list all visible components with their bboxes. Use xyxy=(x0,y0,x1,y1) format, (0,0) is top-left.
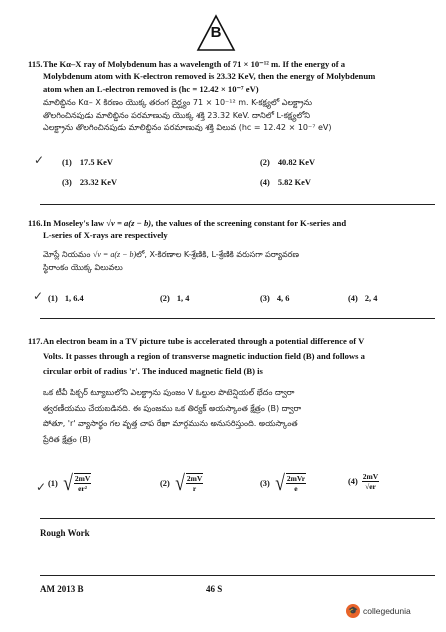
telugu-text-line: ఒక టీవీ పిక్చర్ ట్యూబులోని ఎలక్ట్రాను పుంజం V ఓల్టుల పొటెన్షియల్ భేదం ద్వారా xyxy=(43,388,295,397)
option-1[interactable] xyxy=(48,472,91,494)
option-text: 2, 4 xyxy=(364,294,378,303)
question-divider xyxy=(40,518,435,519)
option-number: (1) xyxy=(48,294,58,303)
numerator: 2mV xyxy=(74,474,91,483)
option-text: 4, 6 xyxy=(276,294,290,303)
footer-page-number: 46 S xyxy=(206,584,223,594)
question-text-line: An electron beam in a TV picture tube is accelerated through a potential difference of V xyxy=(43,336,365,346)
option-number: (4) xyxy=(260,178,270,187)
option-3[interactable] xyxy=(260,472,306,494)
option-number: (2) xyxy=(160,478,170,488)
moseley-formula: √v = a(z − b) xyxy=(92,250,137,259)
question-text-line: L-series of X-rays are respectively xyxy=(43,230,168,241)
telugu-text-line: పోతూ, 'r' వ్యాసార్థం గల వృత్త చాప రేఖా మార్గమును అనుసరిస్తుంది. అయస్కాంత xyxy=(43,419,298,428)
watermark-text: collegedunia xyxy=(363,606,411,616)
telugu-text-line: ప్రేరిత క్షేత్రం (B) xyxy=(43,434,91,444)
option-number: (2) xyxy=(260,158,270,167)
moseley-formula: √v = a(z − b) xyxy=(106,218,152,228)
numerator: 2mV xyxy=(186,474,203,483)
option-text: 1, 6.4 xyxy=(64,294,84,303)
sqrt-expression: √ $\frac{2mV}{\text{er²}}$ xyxy=(62,470,91,495)
graduation-cap-icon: 🎓 xyxy=(346,604,360,618)
option-number: (3) xyxy=(62,178,72,187)
option-3[interactable] xyxy=(62,178,117,187)
question-divider xyxy=(40,204,435,205)
telugu-text-line: ఎలక్ట్రాను తొలగించినపుడు మాలిబ్డినం పరమాణువు శక్తి విలువ (hc = 12.42 × 10⁻⁷ eV) xyxy=(43,123,332,133)
question-text: In Moseley's law xyxy=(43,218,105,228)
option-2[interactable] xyxy=(260,158,315,167)
option-number: (3) xyxy=(260,294,270,303)
telugu-text-line: త్వరణీయము చేయబడినది. ఈ పుంజము ఒక తిర్యక్ అయస్కాంత క్షేత్రం (B) ద్వారా xyxy=(43,403,302,413)
answer-tick-mark: ✓ xyxy=(34,153,45,167)
denominator: √er xyxy=(365,482,376,491)
option-text: 5.82 KeV xyxy=(277,178,311,187)
denominator: r xyxy=(192,484,197,493)
option-number: (2) xyxy=(160,294,170,303)
question-number: 117. xyxy=(28,336,43,346)
rough-work-label: Rough Work xyxy=(40,528,90,538)
question-text: , the values of the screening constant for K-series and xyxy=(151,218,347,228)
option-4[interactable] xyxy=(260,178,311,187)
option-number: (3) xyxy=(260,478,270,488)
sqrt-expression: √ $\frac{\text{2mVr}}{e}$ xyxy=(274,470,306,495)
telugu-text-line: స్థిరాంకం యొక్క విలువలు xyxy=(43,262,123,272)
option-1[interactable] xyxy=(62,158,113,167)
telugu-text-line: మాలిబ్డినం Kα– X కిరణం యొక్క తరంగ దైర్ఘ్యం 71 × 10⁻¹² m. K-కక్ష్యలో ఎలక్ట్రాను xyxy=(43,98,312,107)
option-2[interactable] xyxy=(160,472,203,494)
telugu-text: లో, X-కిరణాల K-శ్రేణికి, L-శ్రేణికి వరుసగా పర్యావరణ xyxy=(136,250,300,259)
question-text-line: Molybdenum atom with K-electron removed is 23.32 KeV, then the energy of Molybdenum xyxy=(43,71,376,82)
numerator: 2mV xyxy=(362,472,379,481)
option-4[interactable] xyxy=(348,294,377,303)
option-number: (1) xyxy=(62,158,72,167)
sqrt-expression: √ $\frac{2mV}{r}$ xyxy=(174,470,203,495)
answer-tick-mark: ✓ xyxy=(33,289,44,303)
denominator: e xyxy=(294,484,298,493)
option-text: 40.82 KeV xyxy=(277,158,316,167)
question-116-telugu xyxy=(43,249,443,274)
question-116 xyxy=(28,217,440,242)
option-2[interactable] xyxy=(160,294,189,303)
numerator: 2mVr xyxy=(286,474,306,483)
denominator: er² xyxy=(78,484,87,493)
question-number: 116. xyxy=(28,218,43,228)
question-number: 115. xyxy=(28,59,43,69)
question-divider xyxy=(40,318,435,319)
footer-booklet-id: AM 2013 B xyxy=(40,584,84,594)
question-text-line: Volts. It passes through a region of transverse magnetic induction field (B) and follows a xyxy=(43,351,365,361)
option-text: 23.32 KeV xyxy=(79,178,118,187)
booklet-code: B xyxy=(210,24,222,41)
watermark-logo xyxy=(346,604,411,618)
option-number: (4) xyxy=(348,294,358,303)
question-117 xyxy=(28,334,440,379)
question-text-line: atom when an L-electron removed is (hc = 12.42 × 10⁻⁷ eV) xyxy=(43,83,259,94)
question-text-line: The Kα–X ray of Molybdenum has a wavelength of 71 × 10⁻¹² m. If the energy of a xyxy=(43,59,346,69)
question-text-line: circular orbit of radius 'r'. The induced magnetic field (B) is xyxy=(43,366,263,376)
question-115 xyxy=(28,58,440,95)
option-number: (1) xyxy=(48,478,58,488)
option-3[interactable] xyxy=(260,294,289,303)
fraction-expression xyxy=(362,472,379,491)
telugu-text: మోస్లే నియమం xyxy=(43,250,91,259)
footer-divider xyxy=(40,575,435,576)
option-4[interactable] xyxy=(348,472,379,491)
option-text: 1, 4 xyxy=(176,294,190,303)
question-115-telugu xyxy=(43,97,443,135)
question-117-telugu xyxy=(43,385,443,447)
answer-tick-mark: ✓ xyxy=(36,480,47,494)
telugu-text-line: తొలగించినపుడు మాలిబ్డినం పరమాణువు యొక్క శక్తి 23.32 KeV. దానిలో L-కక్ష్యలోని xyxy=(43,110,310,120)
option-text: 17.5 KeV xyxy=(79,158,113,167)
option-number: (4) xyxy=(348,477,358,486)
option-1[interactable] xyxy=(48,294,84,303)
